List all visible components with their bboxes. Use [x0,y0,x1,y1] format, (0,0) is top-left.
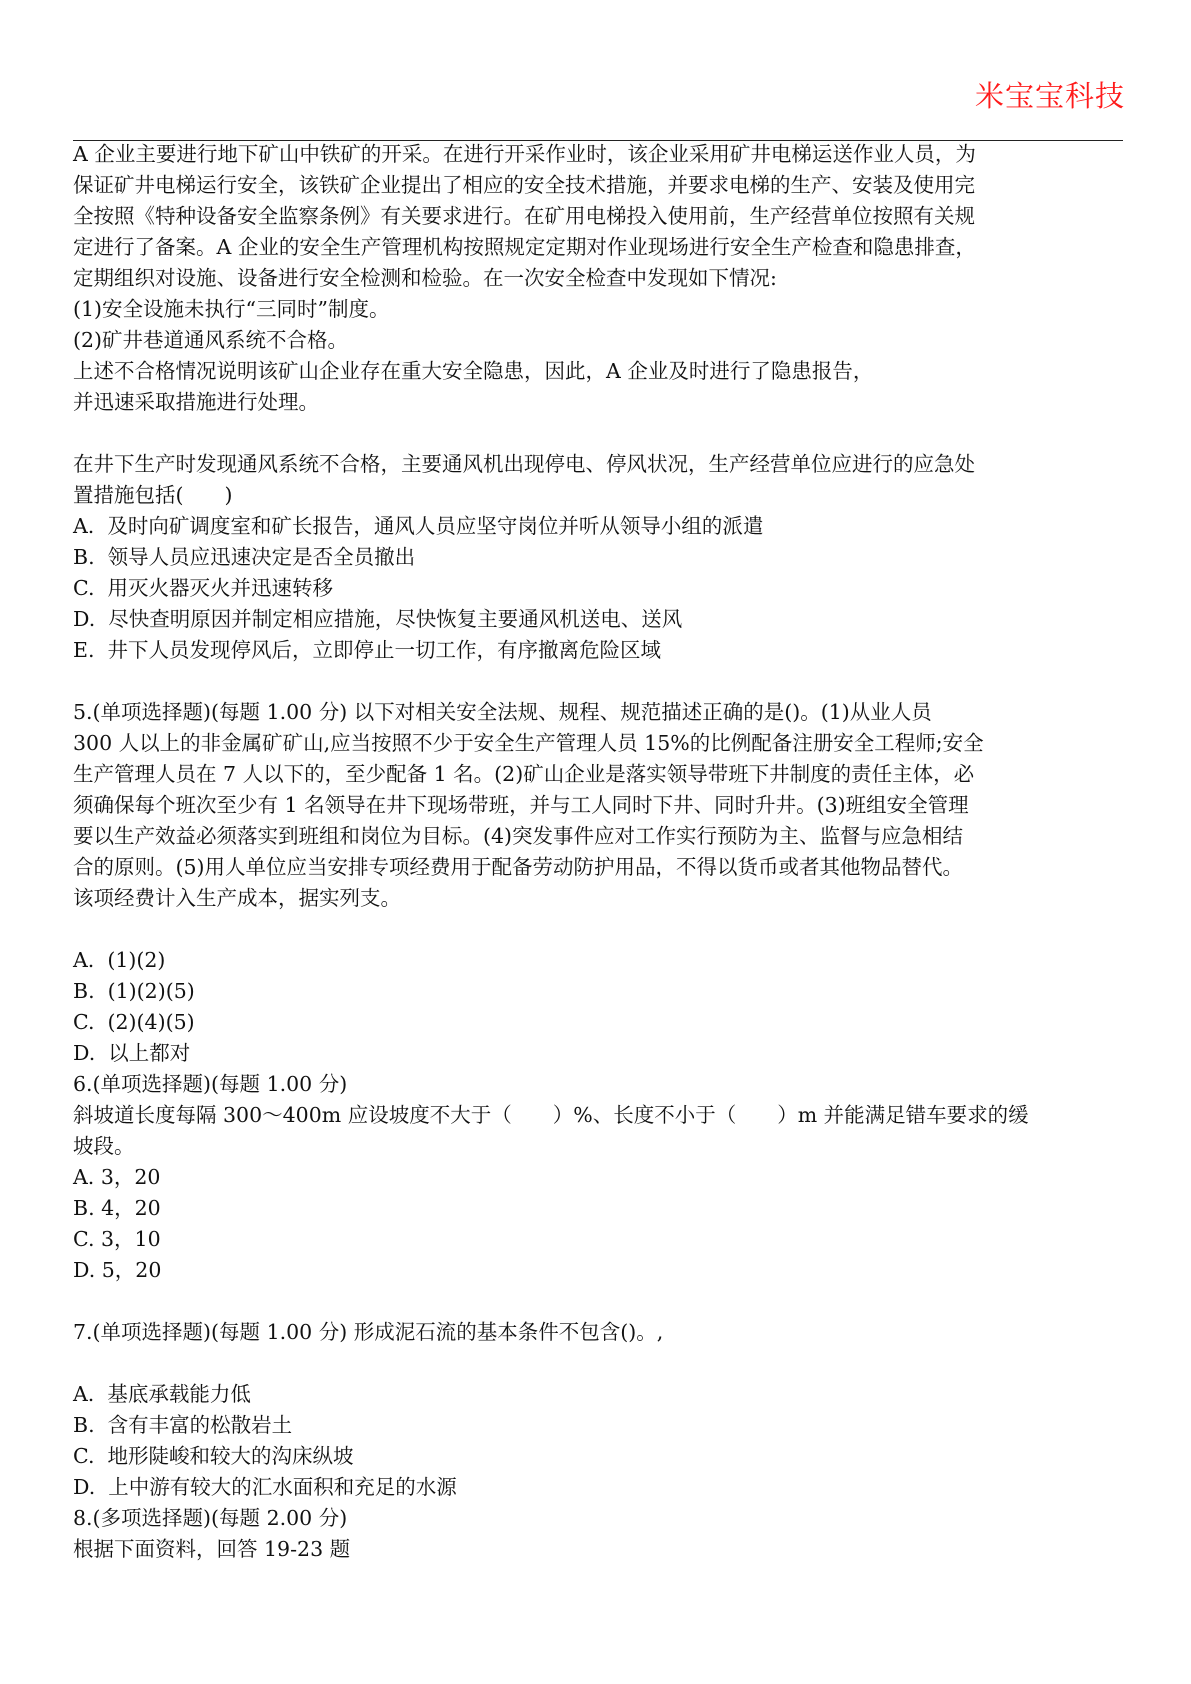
question-stem: 300 人以上的非金属矿矿山,应当按照不少于安全生产管理人员 15%的比例配备注册安全工程师;安全 [73,731,984,755]
option-d: D. 尽快查明原因并制定相应措施，尽快恢复主要通风机送电、送风 [73,607,683,631]
question-stem: 须确保每个班次至少有 1 名领导在井下现场带班，并与工人同时下井、同时升井。(3)班组安全管理 [73,793,969,817]
question-stem: 7.(单项选择题)(每题 1.00 分) 形成泥石流的基本条件不包含()。, [73,1320,664,1344]
case-line: 上述不合格情况说明该矿山企业存在重大安全隐患，因此，A 企业及时进行了隐患报告， [73,359,874,383]
question-4 [73,449,1128,666]
question-stem: 8.(多项选择题)(每题 2.00 分) [73,1506,348,1530]
option-c: C. 3，10 [73,1227,161,1251]
option-d: D. 上中游有较大的汇水面积和充足的水源 [73,1475,457,1499]
case-line: 并迅速采取措施进行处理。 [73,390,319,414]
option-e: E. 井下人员发现停风后，立即停止一切工作，有序撤离危险区域 [73,638,662,662]
question-6 [73,1069,1128,1286]
case-material [73,139,1128,418]
question-7 [73,1317,1128,1503]
question-stem: 合的原则。(5)用人单位应当安排专项经费用于配备劳动防护用品，不得以货币或者其他物品替代。 [73,855,964,879]
option-b: B. 含有丰富的松散岩土 [73,1413,293,1437]
option-c: C. (2)(4)(5) [73,1010,195,1034]
question-stem: 坡段。 [73,1134,135,1158]
question-stem: 根据下面资料，回答 19-23 题 [73,1537,351,1561]
option-b: B. 领导人员应迅速决定是否全员撤出 [73,545,416,569]
option-c: C. 用灭火器灭火并迅速转移 [73,576,334,600]
option-c: C. 地形陡峻和较大的沟床纵坡 [73,1444,354,1468]
question-stem: 6.(单项选择题)(每题 1.00 分) [73,1072,348,1096]
option-a: A. 基底承载能力低 [73,1382,251,1406]
case-line: 定期组织对设施、设备进行安全检测和检验。在一次安全检查中发现如下情况: [73,266,777,290]
question-stem: 生产管理人员在 7 人以下的，至少配备 1 名。(2)矿山企业是落实领导带班下井制度的责任主体，必 [73,762,975,786]
option-d: D. 以上都对 [73,1041,191,1065]
question-stem: 该项经费计入生产成本，据实列支。 [73,886,401,910]
question-stem: 要以生产效益必须落实到班组和岗位为目标。(4)突发事件应对工作实行预防为主、监督与应急相结 [73,824,964,848]
option-a: A. 及时向矿调度室和矿长报告，通风人员应坚守岗位并听从领导小组的派遣 [73,514,764,538]
option-b: B. 4，20 [73,1196,161,1220]
question-stem: 斜坡道长度每隔 300～400m 应设坡度不大于（ ）%、长度不小于（ ）m 并能满足错车要求的缓 [73,1103,1029,1127]
option-d: D. 5，20 [73,1258,162,1282]
case-line: (1)安全设施未执行“三同时”制度。 [73,297,390,321]
case-line: (2)矿井巷道通风系统不合格。 [73,328,349,352]
brand-watermark: 米宝宝科技 [974,79,1125,113]
case-line: 全按照《特种设备安全监察条例》有关要求进行。在矿用电梯投入使用前，生产经营单位按照有关规 [73,204,975,228]
document-body [73,139,1128,1565]
question-stem: 5.(单项选择题)(每题 1.00 分) 以下对相关安全法规、规程、规范描述正确的是()。(1)从业人员 [73,700,932,724]
question-stem: 置措施包括( ) [73,483,233,507]
question-8 [73,1503,1128,1565]
question-5 [73,697,1128,1069]
case-line: A 企业主要进行地下矿山中铁矿的开采。在进行开采作业时，该企业采用矿井电梯运送作业人员，为 [73,142,976,166]
option-a: A. 3，20 [73,1165,161,1189]
case-line: 定进行了备案。A 企业的安全生产管理机构按照规定定期对作业现场进行安全生产检查和隐患排查， [73,235,976,259]
option-b: B. (1)(2)(5) [73,979,195,1003]
option-a: A. (1)(2) [73,948,166,972]
question-stem: 在井下生产时发现通风系统不合格，主要通风机出现停电、停风状况，生产经营单位应进行的应急处 [73,452,975,476]
case-line: 保证矿井电梯运行安全，该铁矿企业提出了相应的安全技术措施，并要求电梯的生产、安装及使用完 [73,173,975,197]
